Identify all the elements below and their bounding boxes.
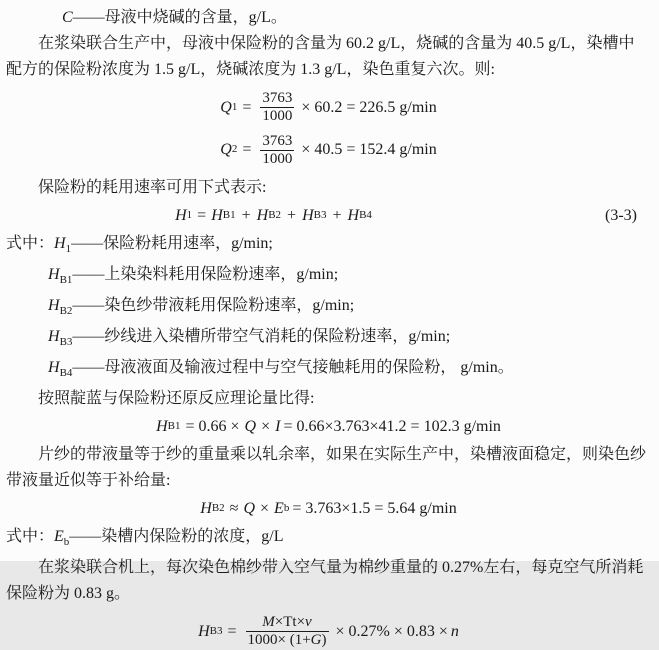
- sub-q2: 2: [231, 143, 238, 156]
- equals-sign: =: [242, 141, 252, 159]
- paragraph-line-2: 配方的保险粉浓度为 1.5 g/L，烧碱浓度为 1.3 g/L，染色重复六次。则:: [6, 61, 495, 78]
- sub-hb4: B4: [359, 209, 372, 222]
- definition-line: [6, 355, 651, 386]
- var-q: Q: [244, 418, 257, 435]
- formula-q1: [6, 90, 651, 126]
- sub-hb2: B2: [211, 502, 225, 515]
- var-q2: Q: [220, 141, 232, 159]
- sub-hb2: B2: [59, 305, 73, 317]
- fraction-q1: [260, 90, 294, 126]
- var-h1: H: [54, 235, 66, 252]
- where-label: 式中：: [6, 235, 55, 252]
- var-eb: E: [274, 500, 284, 517]
- formula-h1: [6, 206, 651, 226]
- formula-hb3: [6, 614, 651, 650]
- paragraph-line-4: 按照靛蓝与保险粉还原反应理论量比得:: [38, 390, 315, 407]
- definition-text: 染色纱带液耗用保险粉速率，g/min;: [104, 297, 355, 314]
- var-n: n: [450, 622, 459, 640]
- equals-sign: =: [197, 207, 207, 224]
- var-g: G: [310, 632, 322, 649]
- var-q: Q: [243, 500, 256, 517]
- definition-text: 染槽内保险粉的浓度，g/L: [101, 528, 284, 545]
- var-m: M: [262, 614, 275, 630]
- paragraph-line-3: 保险粉的耗用速率可用下式表示:: [38, 179, 267, 196]
- fraction-numerator: [262, 614, 311, 631]
- definition-line: [6, 324, 651, 355]
- fraction-denominator: 1000: [262, 108, 293, 125]
- definition-text: 上染染料耗用保险粉速率，g/min;: [104, 266, 339, 283]
- formula-hb2: [6, 499, 651, 519]
- var-i: I: [275, 418, 281, 435]
- denominator-close: ): [321, 632, 327, 649]
- where-clause-eb-line: [6, 524, 651, 555]
- var-hb1: H: [211, 207, 223, 224]
- definition-dash: ——: [72, 328, 105, 345]
- formula-q2: [6, 133, 651, 169]
- sub-hb1: B1: [167, 420, 181, 433]
- where-label: 式中：: [6, 528, 55, 545]
- sub-hb3: B3: [209, 624, 223, 637]
- fraction-q2: [260, 133, 294, 169]
- definition-text: 纱线进入染槽所带空气消耗的保险粉速率，g/min;: [104, 328, 451, 345]
- var-h1: H: [175, 207, 187, 224]
- sub-h1: 1: [65, 243, 72, 255]
- equals-sign: =: [227, 622, 237, 640]
- var-v: v: [305, 614, 312, 630]
- sub-q1: 1: [231, 100, 238, 113]
- var-q1: Q: [220, 98, 232, 116]
- definition-dash: ——: [72, 9, 105, 26]
- sub-hb3: B3: [59, 336, 73, 348]
- var-hb1: H: [48, 266, 60, 283]
- definition-dash: ——: [72, 297, 105, 314]
- var-hb4: H: [48, 359, 60, 376]
- var-hb2: H: [256, 207, 269, 224]
- formula-hb3-factors: × 0.27% × 0.83 ×: [335, 622, 448, 640]
- var-eb: E: [54, 528, 64, 545]
- paragraph-line-1: 在浆染联合生产中，母液中保险粉的含量为 60.2 g/L，烧碱的含量为 40.5 g/L，染槽中: [38, 35, 635, 52]
- equals-sign: = 0.66 ×: [185, 418, 240, 435]
- definition-dash: ——: [72, 266, 105, 283]
- denominator-pre: 1000× (1+: [247, 632, 311, 649]
- definition-line: [6, 293, 651, 324]
- plus-sign: +: [241, 207, 251, 224]
- paragraph-line-7: 在浆染联合机上，每次染色棉纱带入空气量为棉纱重量的 0.27%左右，每克空气所消耗: [38, 559, 644, 576]
- formula-hb1-result: = 0.66×3.763×41.2 = 102.3 g/min: [283, 418, 501, 435]
- definition-dash: ——: [71, 235, 104, 252]
- var-hb4: H: [347, 207, 360, 224]
- definition-dash: ——: [69, 528, 102, 545]
- formula-hb1: [6, 417, 651, 437]
- var-c: C: [62, 9, 73, 26]
- paragraph-line-5: 片纱的带液量等于纱的重量乘以轧余率，如果在实际生产中，染槽液面稳定，则染色纱: [38, 446, 647, 463]
- sub-h1: 1: [186, 209, 193, 222]
- fraction-denominator: 1000: [262, 150, 293, 167]
- equation-number: (3-3): [605, 207, 637, 224]
- where-clause-line: [6, 231, 651, 262]
- plus-sign: +: [287, 207, 297, 224]
- fraction-hb3: [246, 614, 329, 650]
- formula-q1-result: × 60.2 = 226.5 g/min: [301, 98, 437, 116]
- plus-sign: +: [332, 207, 342, 224]
- formula-hb2-result: = 3.763×1.5 = 5.64 g/min: [292, 500, 457, 517]
- paragraph-line-8: 保险粉为 0.83 g。: [6, 585, 131, 602]
- var-hb1: H: [156, 418, 168, 435]
- sub-eb: b: [63, 536, 70, 548]
- approx-sign: ≈: [229, 500, 239, 517]
- sub-hb1: B1: [59, 274, 73, 286]
- fraction-denominator: [246, 631, 329, 649]
- var-hb3: H: [48, 328, 60, 345]
- times-sign: ×: [260, 500, 270, 517]
- fraction-numerator: 3763: [262, 132, 293, 149]
- times-sign: ×: [261, 418, 271, 435]
- sub-hb2: B2: [268, 209, 282, 222]
- var-hb2: H: [48, 297, 60, 314]
- var-hb2: H: [200, 500, 212, 517]
- definition-text: 保险粉耗用速率，g/min;: [103, 235, 273, 252]
- paragraph-line-6: 带液量近似等于补给量:: [6, 472, 171, 489]
- definition-line: [6, 262, 651, 293]
- definition-dash: ——: [72, 359, 105, 376]
- sub-eb: b: [283, 502, 290, 515]
- var-hb3: H: [302, 207, 314, 224]
- formula-q2-result: × 40.5 = 152.4 g/min: [301, 141, 437, 159]
- fraction-numerator: 3763: [262, 90, 293, 106]
- sub-hb1: B1: [222, 209, 236, 222]
- sub-hb4: B4: [59, 367, 73, 379]
- sub-hb3: B3: [313, 209, 327, 222]
- definition-text: 母液液面及输液过程中与空气接触耗用的保险粉， g/min。: [104, 359, 514, 376]
- var-hb3: H: [198, 622, 210, 640]
- definition-c-line: [6, 5, 651, 31]
- numerator-middle: ×Tt×: [274, 614, 306, 630]
- equals-sign: =: [242, 98, 252, 116]
- definition-c-text: 母液中烧碱的含量，g/L。: [104, 9, 287, 26]
